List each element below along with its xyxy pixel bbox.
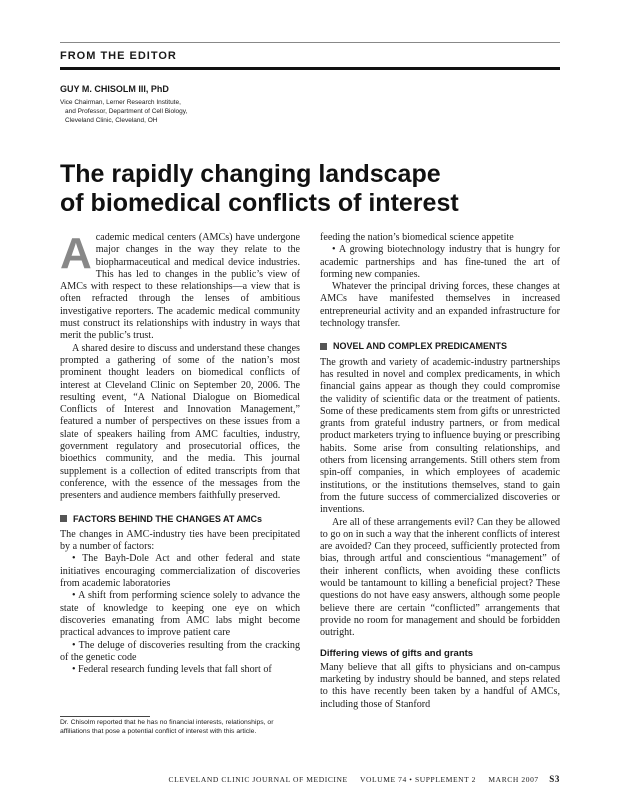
article-title — [60, 160, 560, 218]
bullet-item: • Federal research funding levels that fall short of — [72, 664, 272, 676]
left-column — [60, 229, 300, 676]
bullet-item: • A shift from performing science solely to advance the state of knowledge to keeping one eye on which discoveries emanating from AMC labs might become practical advances to improve patient care — [60, 590, 300, 639]
title-line-2: of biomedical conflicts of interest — [60, 189, 459, 217]
footnote-rule — [60, 716, 150, 717]
paragraph: feeding the nation’s biomedical science appetite — [320, 232, 514, 243]
bullet-item: • The deluge of discoveries resulting from the cracking of the genetic code — [60, 639, 300, 663]
affiliation-line: Cleveland Clinic, Cleveland, OH — [65, 117, 158, 124]
paragraph: The changes in AMC-industry ties have been precipitated by a number of factors: — [60, 528, 300, 553]
section-label: FROM THE EDITOR — [60, 50, 177, 62]
intro-text: cademic medical centers (AMCs) have undergone major changes in the way they relate to the biopharmaceutical and medical device industries. This has led to changes in the public’s view of AMCs with respect to these relationships—a view that is often refracted through the lenses of ambitious investigative reporters. The academic medical community must construct its relationships with industry in ways that merit the public’s trust. — [60, 232, 300, 342]
page-footer — [60, 774, 560, 784]
top-rule — [60, 42, 560, 43]
title-line-1: The rapidly changing landscape — [60, 160, 441, 188]
paragraph: Whatever the principal driving forces, these changes at AMCs have manifested themselves in increased entrepreneurial activity and an expanded infrastructure for technology transfer. — [320, 281, 560, 330]
paragraph: The growth and variety of academic-industry partnerships has resulted in novel and complex predicaments, in which financial gains appear as though they could compromise the validity of scientific data or the treatment of patients. Some of these predicaments stem from gifts or unrestricted grants from grateful industry partners, or from medical product marketers trying to influence buying or prescribing habits. Some arise from consulting relationships, and others from licensing arrangements. Still others stem from spin-off companies, in which employees of academic institutions, or the institutions themselves, stand to gain from the future success of commercialized discoveries or inventions. — [320, 356, 560, 516]
square-bullet-icon — [60, 515, 67, 522]
affiliation-line: Vice Chairman, Lerner Research Institute, — [60, 99, 181, 106]
paragraph: Are all of these arrangements evil? Can they be allowed to go on in such a way that the inherent conflicts of interest are avoided? Can they proceed, sufficiently protected from bias, through artful and conscientious “management” of their inherent conflicts, when avoiding these conflicts would be tantamount to killing a beneficial project? These questions do not have easy answers, although some people believe there are certain “conflicted” arrangements that provide no room for management and should be forbidden outright. — [320, 516, 560, 639]
paragraph: Many believe that all gifts to physicians and on-campus marketing by industry should be banned, and steps related to this have recently been taken by a handful of AMCs, including those of Stanford — [320, 661, 560, 710]
subsection-heading: Differing views of gifts and grants — [320, 647, 474, 659]
author-affiliation — [60, 98, 187, 125]
paragraph: A shared desire to discuss and understand these changes prompted a gathering of some of the nation’s most prominent thought leaders on biomedical conflicts of interest at Cleveland Clinic on September 20, 2006. The resulting event, “A National Dialogue on Biomedical Conflicts of Interest and Innovation Management,” featured a number of perspectives on these issues from a slate of speakers hailing from AMC faculties, industry, government regulatory and prosecutorial offices, the bioethics community, and the media. This journal supplement is a collection of edited transcripts from that conference, with the essence of the messages from the presenters and audience members faithfully preserved. — [60, 342, 300, 502]
header-rule — [60, 67, 560, 70]
square-bullet-icon — [320, 343, 327, 350]
disclosure-footnote: Dr. Chisolm reported that he has no financial interests, relationships, or affiliations that pose a potential conflict of interest with this article. — [60, 719, 274, 735]
bullet-item: • The Bayh-Dole Act and other federal and state initiatives encouraging commercialization of discoveries from academic laboratories — [60, 553, 300, 590]
section-heading-text: FACTORS BEHIND THE CHANGES AT AMCs — [73, 513, 263, 524]
section-heading — [320, 340, 560, 352]
right-column — [320, 232, 560, 711]
author-name: GUY M. CHISOLM III, PhD — [60, 84, 169, 94]
volume-info: VOLUME 74 • SUPPLEMENT 2 — [359, 775, 477, 784]
journal-name: CLEVELAND CLINIC JOURNAL OF MEDICINE — [168, 775, 348, 784]
page-number: S3 — [549, 774, 560, 784]
affiliation-line: and Professor, Department of Cell Biology, — [65, 108, 188, 115]
intro-paragraph — [60, 229, 300, 343]
section-heading — [60, 513, 300, 525]
section-heading-text: NOVEL AND COMPLEX PREDICAMENTS — [333, 341, 508, 352]
issue-date: MARCH 2007 — [488, 775, 539, 784]
bullet-item: • A growing biotechnology industry that is hungry for academic partnerships and has fine-tuned the art of forming new companies. — [320, 244, 560, 280]
drop-cap: A — [60, 229, 92, 278]
